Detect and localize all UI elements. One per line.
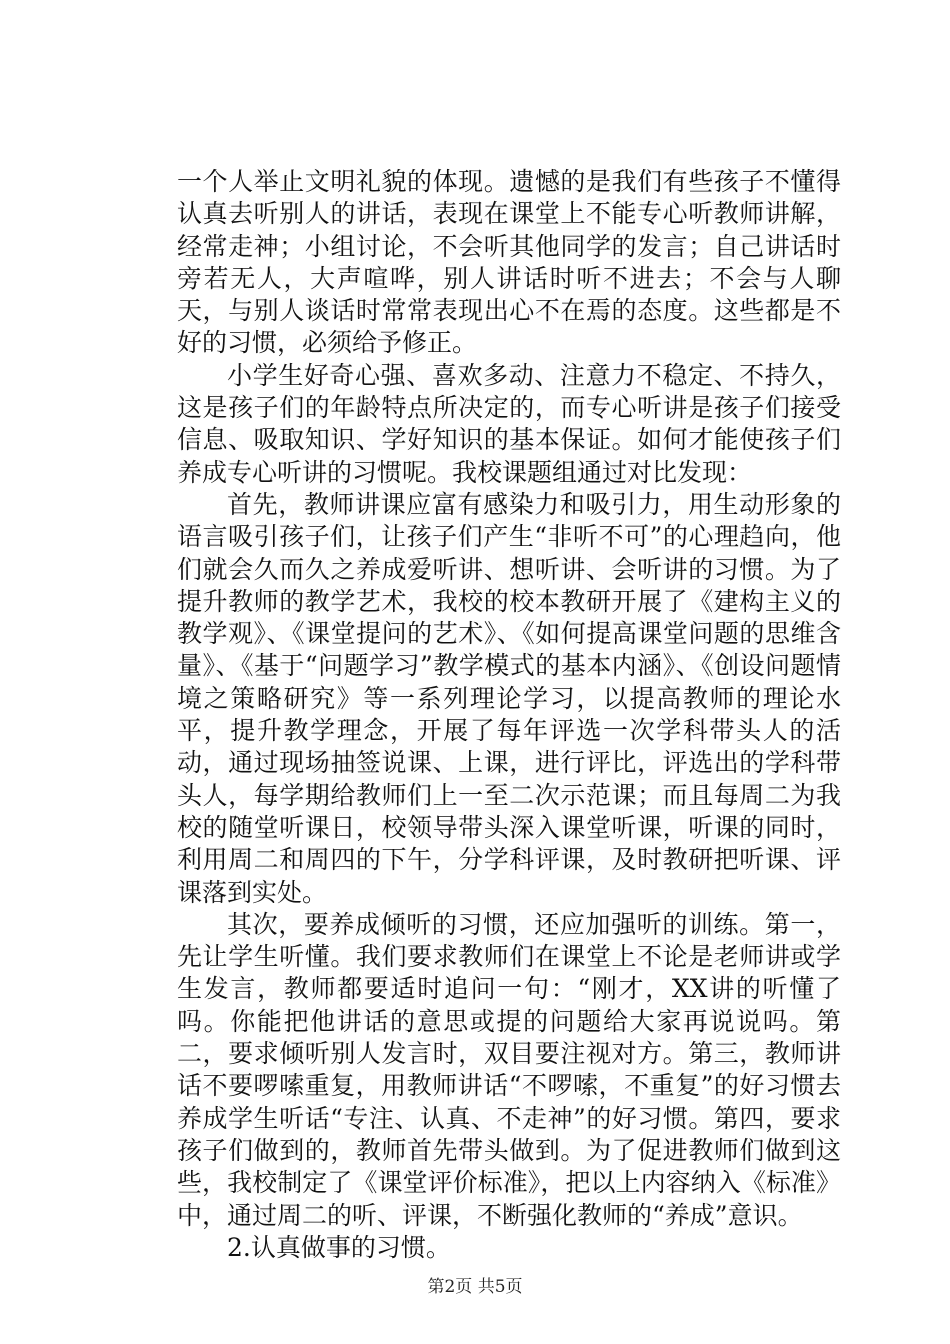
section-heading-serious-work: 2.认真做事的习惯。 — [227, 1232, 451, 1262]
page-footer — [0, 1272, 950, 1297]
page-number-label: 第2页 共5页 — [427, 1277, 523, 1297]
paragraph-second-training: 其次，要养成倾听的习惯，还应加强听的训练。第一，先让学生听懂。我们要求教师们在课堂上不论是老师讲或学生发言，教师都要适时追问一句：“刚才，XX讲的听懂了吗。你能把他讲话的意思或提的问题给大家再说说吗。第二，要求倾听别人发言时，双目要注视对方。第三，教师讲话不要啰嗦重复，用教师讲话“不啰嗦，不重复”的好习惯去养成学生听话“专注、认真、不走神”的好习惯。第四，要求孩子们做到的，教师首先带头做到。为了促进教师们做到这些，我校制定了《课堂评价标准》，把以上内容纳入《标准》中，通过周二的听、评课，不断强化教师的“养成”意识。 — [177, 909, 841, 1230]
document-body — [177, 166, 841, 1264]
paragraph-first-teaching: 首先，教师讲课应富有感染力和吸引力，用生动形象的语言吸引孩子们，让孩子们产生“非听不可”的心理趋向，他们就会久而久之养成爱听讲、想听讲、会听讲的习惯。为了提升教师的教学艺术，我校的校本教研开展了《建构主义的教学观》、《课堂提问的艺术》、《如何提高课堂问题的思维含量》、《基于“问题学习”教学模式的基本内涵》、《创设问题情境之策略研究》等一系列理论学习，以提高教师的理论水平，提升教学理念，开展了每年评选一次学科带头人的活动，通过现场抽签说课、上课，进行评比，评选出的学科带头人，每学期给教师们上一至二次示范课；而且每周二为我校的随堂听课日，校领导带头深入课堂听课，听课的同时，利用周二和周四的下午，分学科评课，及时教研把听课、评课落到实处。 — [177, 489, 841, 907]
paragraph-continuation: 一个人举止文明礼貌的体现。遗憾的是我们有些孩子不懂得认真去听别人的讲话，表现在课堂上不能专心听教师讲解，经常走神；小组讨论，不会听其他同学的发言；自己讲话时旁若无人，大声喧哗，别人讲话时听不进去；不会与人聊天，与别人谈话时常常表现出心不在焉的态度。这些都是不好的习惯，必须给予修正。 — [177, 167, 841, 358]
paragraph-attention-traits: 小学生好奇心强、喜欢多动、注意力不稳定、不持久，这是孩子们的年龄特点所决定的，而专心听讲是孩子们接受信息、吸取知识、学好知识的基本保证。如何才能使孩子们养成专心听讲的习惯呢。我校课题组通过对比发现： — [177, 360, 841, 487]
